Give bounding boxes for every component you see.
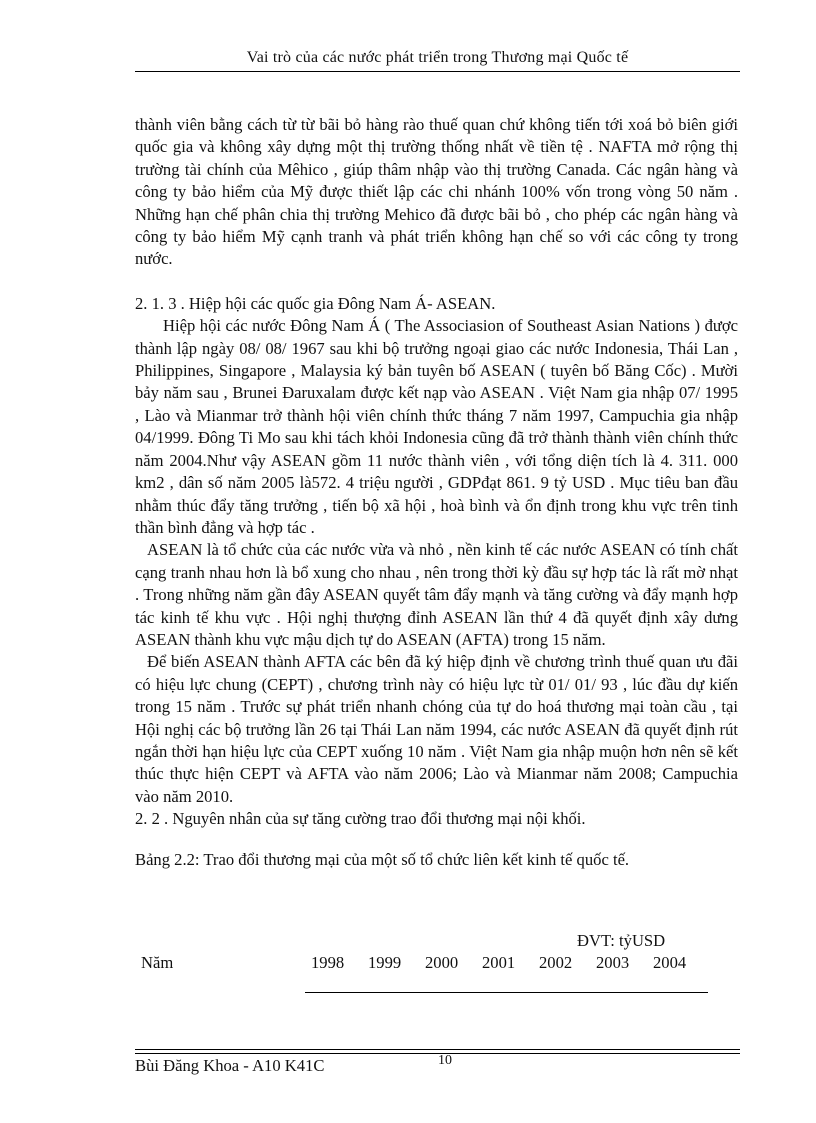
- table-unit: ĐVT: tỷUSD: [577, 931, 666, 950]
- body-text: [135, 114, 738, 871]
- footer-rule: [135, 1049, 740, 1050]
- footer-author: Bùi Đăng Khoa - A10 K41C: [135, 1056, 325, 1075]
- year-header: 2000: [425, 953, 459, 972]
- year-header: 2004: [653, 953, 687, 972]
- paragraph-asean-nature: ASEAN là tổ chức của các nước vừa và nhỏ , nền kinh tế các nước ASEAN có tính chất cạng tranh nhau hơn là bổ xung cho nhau , nên trong thời kỳ đầu sự hợp tác là rất mờ nhạt . Trong những năm gần đây ASEAN quyết tâm đẩy mạnh và tăng cường và đẩy mạnh hợp tác kinh tế khu vực . Hội nghị thượng đỉnh ASEAN lần thứ 4 đã quyết định xây dưng ASEAN thành khu vực mậu dịch tự do ASEAN (AFTA) trong 15 năm.: [135, 540, 738, 649]
- table-caption: Bảng 2.2: Trao đổi thương mại của một số tổ chức liên kết kinh tế quốc tế.: [135, 849, 630, 869]
- table-header-rule: [305, 992, 708, 993]
- paragraph-nafta: thành viên bằng cách từ từ bãi bỏ hàng rào thuế quan chứ không tiến tới xoá bỏ biên giới quốc gia và không xây dựng một thị trường thống nhất về tiền tệ . NAFTA mở rộng thị trường tài chính của Mêhico , giúp thâm nhập vào thị trường Canada. Các ngân hàng và công ty bảo hiểm của Mỹ được thiết lập các chi nhánh 100% vốn trong vòng 50 năm . Những hạn chế phân chia thị trường Mehico đã được bãi bỏ , cho phép các ngân hàng và công ty bảo hiểm Mỹ cạnh tranh và phát triển không hạn chế so với các công ty trong nước.: [135, 115, 738, 269]
- year-header: 2001: [482, 953, 516, 972]
- year-header: 1999: [368, 953, 402, 972]
- section-heading-2-2: 2. 2 . Nguyên nhân của sự tăng cường trao đổi thương mại nội khối.: [135, 809, 586, 829]
- paragraph-afta-cept: Để biến ASEAN thành AFTA các bên đã ký hiệp định về chương trình thuế quan ưu đãi có hiệu lực chung (CEPT) , chương trình này có hiệu lực từ 01/ 01/ 93 , lúc đầu dự kiến trong 15 năm . Trước sự phát triển nhanh chóng của tự do hoá thương mại toàn cầu , tại Hội nghị các bộ trưởng lần 26 tại Thái Lan năm 1994, các nước ASEAN đã quyết định rút ngắn thời hạn hiệu lực của CEPT xuống 10 năm . Việt Nam gia nhập muộn hơn nên sẽ kết thúc thực hiện CEPT và AFTA vào năm 2006; Lào và Mianmar năm 2008; Campuchia vào năm 2010.: [135, 652, 738, 806]
- table-row-label: Năm: [141, 953, 174, 972]
- year-header: 2002: [539, 953, 573, 972]
- page-number: 10: [438, 1053, 452, 1068]
- year-header: 1998: [311, 953, 345, 972]
- header-title: Vai trò của các nước phát triển trong Thương mại Quốc tế: [246, 49, 629, 66]
- section-heading-asean: 2. 1. 3 . Hiệp hội các quốc gia Đông Nam Á- ASEAN.: [135, 293, 496, 313]
- paragraph-asean-history: Hiệp hội các nước Đông Nam Á ( The Associasion of Southeast Asian Nations ) được thành lập ngày 08/ 08/ 1967 sau khi bộ trưởng ngoại giao các nước Indonesia, Thái Lan , Philippines, Singapore , Malaysia ký bản tuyên bố ASEAN ( tuyên bố Băng Cốc) . Mười bảy năm sau , Brunei Đaruxalam được kết nạp vào ASEAN . Việt Nam gia nhập 07/ 1995 , Lào và Mianmar trở thành hội viên chính thức tháng 7 năm 1997, Campuchia gia nhập 04/1999. Đông Ti Mo sau khi tách khỏi Indonesia cũng đã trở thành thành viên chính thức năm 2004.Như vậy ASEAN gồm 11 nước thành viên , với tổng diện tích là 4. 311. 000 km2 , dân số năm 2005 là572. 4 triệu người , GDPđạt 861. 9 tỷ USD . Mục tiêu ban đầu nhằm thúc đẩy tăng trưởng , tiến bộ xã hội , hoà bình và ổn định trong khu vực trên tinh thần bình đẳng và hợp tác .: [135, 316, 738, 537]
- table-year-headers: [311, 953, 710, 973]
- trade-table: [135, 929, 738, 999]
- header-rule: [135, 71, 740, 72]
- year-header: 2003: [596, 953, 630, 972]
